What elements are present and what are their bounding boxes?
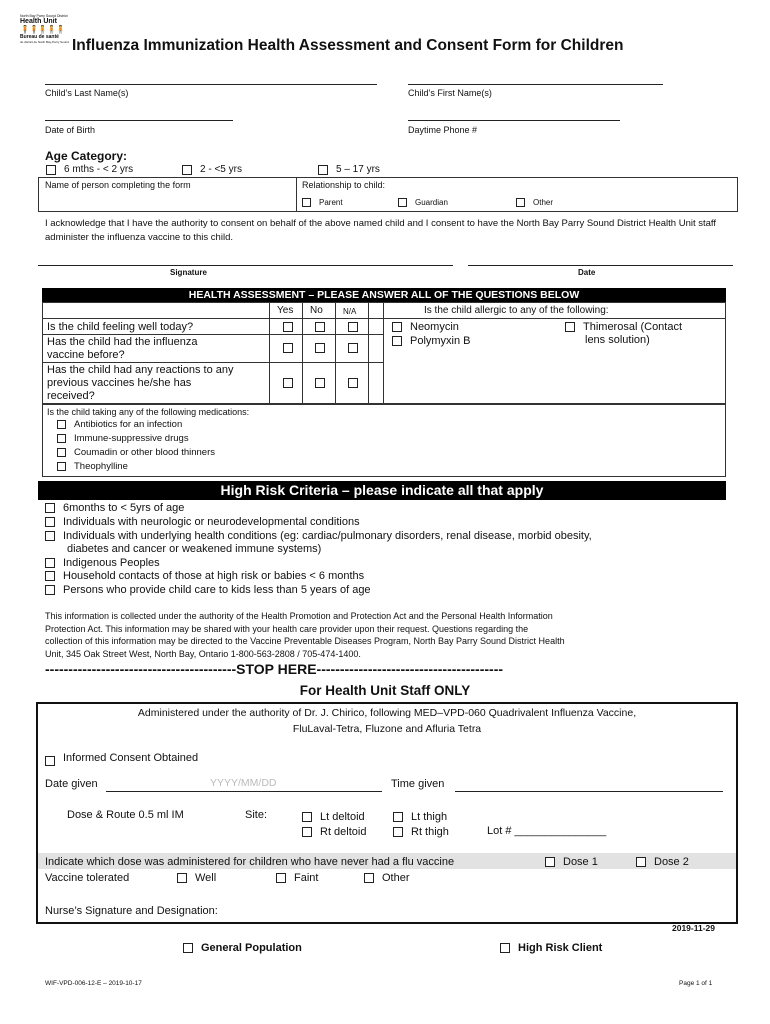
checkbox-icon[interactable] [393,812,403,822]
allergy-question: Is the child allergic to any of the following: [424,305,609,316]
medications-question: Is the child taking any of the following medications: [47,407,250,417]
logo-line-4: du district de North Bay-Parry Sound [20,40,69,44]
med-1[interactable] [57,419,182,430]
tolerated-other[interactable] [364,872,410,884]
med-1-label: Antibiotics for an infection [74,419,183,430]
logo-line-2: Health Unit [20,18,57,25]
checkbox-icon[interactable] [57,434,66,443]
checkbox-icon[interactable] [45,503,55,513]
checkbox-icon[interactable] [57,448,66,457]
consent-text: I acknowledge that I have the authority to consent on behalf of the above named child and I consent to have the North Bay Parry Sound District Health Unit staff administer the influenza vaccine to this child. [45,218,717,243]
rel-guardian-label: Guardian [415,198,448,207]
privacy-text [45,610,730,660]
checkbox-icon[interactable] [302,812,312,822]
high-risk-client-label: High Risk Client [518,942,603,954]
checkbox-icon[interactable] [393,827,403,837]
form-title: Influenza Immunization Health Assessment and Consent Form for Children [72,37,624,54]
signature-line[interactable] [38,265,453,266]
first-name-line[interactable] [408,84,663,85]
row-divider [42,318,383,319]
col-no: No [310,305,323,316]
checkbox-icon[interactable] [45,585,55,595]
site-rt-deltoid[interactable] [302,826,366,838]
dose-question: Indicate which dose was administered for children who have never had a flu vaccine [45,856,455,868]
age-opt-1[interactable] [46,164,133,175]
privacy-line-1: This information is collected under the authority of the Health Promotion and Protection Act and the Personal Health Information [45,611,553,621]
dose-route-label: Dose & Route 0.5 ml IM [67,809,184,821]
question-3a: Has the child had any reactions to any [47,364,234,376]
lt-thigh-label: Lt thigh [411,811,448,823]
risk-6-label: Persons who provide child care to kids less than 5 years of age [63,584,371,596]
med-2[interactable] [57,433,189,444]
checkbox-icon[interactable] [302,198,311,207]
relationship-label: Relationship to child: [302,180,386,190]
date-given-input[interactable]: YYYY/MM/DD [210,777,277,789]
health-unit-logo [20,14,72,54]
checkbox-icon[interactable] [276,873,286,883]
dose-2-label: Dose 2 [654,856,689,868]
checkbox-icon[interactable] [565,322,575,332]
rel-parent[interactable] [302,198,343,207]
dose-1-label: Dose 1 [563,856,598,868]
risk-2[interactable] [45,516,360,528]
checkbox-icon[interactable] [392,322,402,332]
site-label: Site: [245,809,268,821]
checkbox-icon[interactable] [45,517,55,527]
informed-consent[interactable] [45,750,198,766]
checkbox-icon[interactable] [302,827,312,837]
age-opt-3-label: 5 – 17 yrs [336,164,380,175]
med-3-label: Coumadin or other blood thinners [74,447,216,458]
dob-label: Date of Birth [45,125,96,135]
lot-field[interactable]: Lot # _______________ [487,825,607,837]
phone-line[interactable] [408,120,620,121]
med-3[interactable] [57,447,215,458]
age-opt-1-label: 6 mths - < 2 yrs [64,164,134,175]
last-name-line[interactable] [45,84,377,85]
q1-na-checkbox[interactable] [348,322,358,332]
rt-thigh-label: Rt thigh [411,826,449,838]
risk-6[interactable] [45,584,371,596]
signature-label: Signature [170,268,207,277]
risk-4-label: Indigenous Peoples [63,557,160,569]
tolerated-label: Vaccine tolerated [45,872,130,884]
question-1: Is the child feeling well today? [47,321,194,333]
med-4-label: Theophylline [74,461,128,472]
col-yes: Yes [277,305,294,316]
row-divider [42,362,383,363]
high-risk-client[interactable] [500,942,602,954]
allergy-polymyxin[interactable] [392,335,471,347]
age-opt-2[interactable] [182,164,242,175]
q1-yes-checkbox[interactable] [283,322,293,332]
faint-label: Faint [294,872,319,884]
med-4[interactable] [57,461,128,472]
risk-5[interactable] [45,570,364,582]
rel-guardian[interactable] [398,198,448,207]
risk-3-label: Individuals with underlying health conditions (eg: cardiac/pulmonary disorders, renal disease, morbid obesity, [63,530,592,542]
completing-name-label: Name of person completing the form [45,180,191,190]
tolerated-well[interactable] [177,872,216,884]
row-divider [383,318,726,319]
checkbox-icon[interactable] [183,943,193,953]
q2-na-checkbox[interactable] [348,343,358,353]
risk-3-label-2: diabetes and cancer or weakened immune systems) [67,543,322,555]
first-name-label: Child’s First Name(s) [408,88,492,98]
rt-deltoid-label: Rt deltoid [320,826,367,838]
page-number: Page 1 of 1 [679,980,713,987]
risk-1-label: 6months to < 5yrs of age [63,502,185,514]
general-population[interactable] [183,942,302,954]
general-population-label: General Population [201,942,302,954]
checkbox-icon[interactable] [500,943,510,953]
checkbox-icon[interactable] [364,873,374,883]
checkbox-icon[interactable] [45,571,55,581]
q2-yes-checkbox[interactable] [283,343,293,353]
age-opt-3[interactable] [318,164,380,175]
q3-na-checkbox[interactable] [348,378,358,388]
thimerosal-label: Thimerosal (Contact [583,321,683,333]
informed-consent-label: Informed Consent Obtained [63,752,199,764]
dose-2[interactable] [636,856,689,868]
logo-line-3: Bureau de santé [20,34,59,40]
dob-line[interactable] [45,120,233,121]
thimerosal-label-2: lens solution) [585,334,650,346]
neomycin-label: Neomycin [410,321,459,333]
date-given-line [106,791,382,792]
checkbox-icon[interactable] [45,558,55,568]
date-line[interactable] [468,265,733,266]
risk-4[interactable] [45,557,160,569]
tolerated-faint[interactable] [276,872,318,884]
dose-1[interactable] [545,856,598,868]
completing-divider [296,177,297,212]
date-label: Date [578,268,596,277]
question-2b: vaccine before? [47,349,125,361]
date-given-label: Date given [45,778,98,790]
allergy-thimerosal[interactable] [565,321,682,333]
other-label: Other [382,872,410,884]
question-3c: received? [47,390,95,402]
last-name-label: Child’s Last Name(s) [45,88,129,98]
checkbox-icon[interactable] [636,857,646,867]
site-lt-deltoid[interactable] [302,811,365,823]
checkbox-icon[interactable] [45,531,55,541]
privacy-line-2: Protection Act. This information may be shared with your health care provider upon their request. Questions regarding the [45,623,529,634]
q1-no-checkbox[interactable] [315,322,325,332]
risk-1[interactable] [45,502,184,514]
q3-yes-checkbox[interactable] [283,378,293,388]
med-2-label: Immune-suppressive drugs [74,433,189,444]
risk-5-label: Household contacts of those at high risk or babies < 6 months [63,570,365,582]
rel-other-label: Other [533,198,554,207]
checkbox-icon[interactable] [392,336,402,346]
question-2a: Has the child had the influenza [47,336,198,348]
checkbox-icon[interactable] [318,165,328,175]
risk-3[interactable] [45,530,592,542]
logo-figures-icon: 🧍🧍🧍🧍🧍 [20,25,65,34]
time-given-line [455,791,723,792]
authority-line-1: Administered under the authority of Dr. J. Chirico, following MED–VPD-060 Quadrivalent Influenza Vaccine, [137,707,637,719]
checkbox-icon[interactable] [57,462,66,471]
checkbox-icon[interactable] [177,873,187,883]
privacy-line-3: collection of this information may be directed to the Vaccine Preventable Diseases Program, North Bay Parry Sound District Health [45,636,565,646]
q2-no-checkbox[interactable] [315,343,325,353]
staff-only-heading: For Health Unit Staff ONLY [299,683,471,698]
age-opt-2-label: 2 - <5 yrs [200,164,242,175]
privacy-line-4: Unit, 345 Oak Street West, North Bay, Ontario 1-800-563-2808 / 705-474-1400. [45,648,361,659]
checkbox-icon[interactable] [46,165,56,175]
question-3b: previous vaccines he/she has [47,377,192,389]
authority-line-2: FluLaval-Tetra, Fluzone and Afluria Tetra [292,723,482,735]
logo-line-1: North Bay Parry Sound District [20,14,68,18]
polymyxin-label: Polymyxin B [410,335,471,347]
rel-parent-label: Parent [319,198,343,207]
rel-other[interactable] [516,198,553,207]
site-rt-thigh[interactable] [393,826,449,838]
form-code: WIF-VPD-006-12-E – 2019-10-17 [45,980,142,987]
nurse-signature-label: Nurse’s Signature and Designation: [45,905,218,917]
allergy-neomycin[interactable] [392,321,459,333]
site-lt-thigh[interactable] [393,811,447,823]
age-heading: Age Category: [45,149,128,163]
time-given-label: Time given [391,778,445,790]
phone-label: Daytime Phone # [408,125,478,135]
stop-here-line: -----------------------------------------STOP HERE---------------------------------------- [45,661,504,677]
assessment-header: HEALTH ASSESSMENT – PLEASE ANSWER ALL OF THE QUESTIONS BELOW [42,288,726,302]
checkbox-icon[interactable] [182,165,192,175]
checkbox-icon[interactable] [545,857,555,867]
lt-deltoid-label: Lt deltoid [320,811,365,823]
risk-2-label: Individuals with neurologic or neurodevelopmental conditions [63,516,360,528]
row-divider [42,334,383,335]
stamp-date: 2019-11-29 [672,923,716,933]
checkbox-icon[interactable] [516,198,525,207]
checkbox-icon[interactable] [45,756,55,766]
well-label: Well [195,872,217,884]
checkbox-icon[interactable] [398,198,407,207]
risk-header: High Risk Criteria – please indicate all that apply [38,481,726,500]
checkbox-icon[interactable] [57,420,66,429]
q3-no-checkbox[interactable] [315,378,325,388]
col-na: N/A [343,307,357,316]
